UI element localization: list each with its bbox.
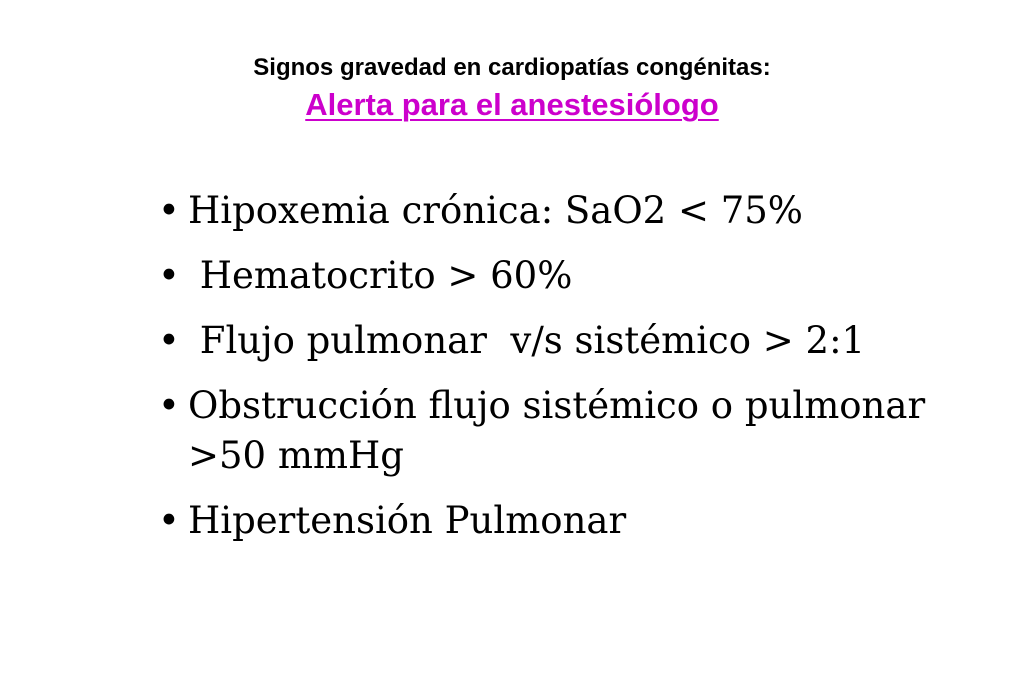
slide-title: Signos gravedad en cardiopatías congénitas: [253, 54, 771, 81]
bullet-item-flujo-pulmonar [158, 316, 978, 366]
bullet-text: Hipoxemia crónica: SaO2 < 75% [188, 189, 803, 232]
bullet-text: Hipertensión Pulmonar [188, 499, 627, 542]
bullet-text: Flujo pulmonar v/s sistémico > 2:1 [188, 319, 866, 362]
slide-subtitle-link[interactable]: Alerta para el anestesiólogo [305, 87, 719, 122]
bullet-marker: • [158, 384, 180, 427]
bullet-text: Hematocrito > 60% [188, 254, 573, 297]
bullet-item-obstruccion [158, 381, 978, 481]
bullet-marker: • [158, 499, 180, 542]
bullet-marker: • [158, 319, 180, 362]
title-block [0, 50, 1024, 124]
bullet-item-hipertension [158, 496, 978, 546]
bullet-list [158, 186, 978, 561]
bullet-item-hematocrito [158, 251, 978, 301]
bullet-marker: • [158, 254, 180, 297]
bullet-marker: • [158, 189, 180, 232]
bullet-text: Obstrucción flujo sistémico o pulmonar >50 mmHg [188, 384, 937, 477]
bullet-item-hipoxemia [158, 186, 978, 236]
